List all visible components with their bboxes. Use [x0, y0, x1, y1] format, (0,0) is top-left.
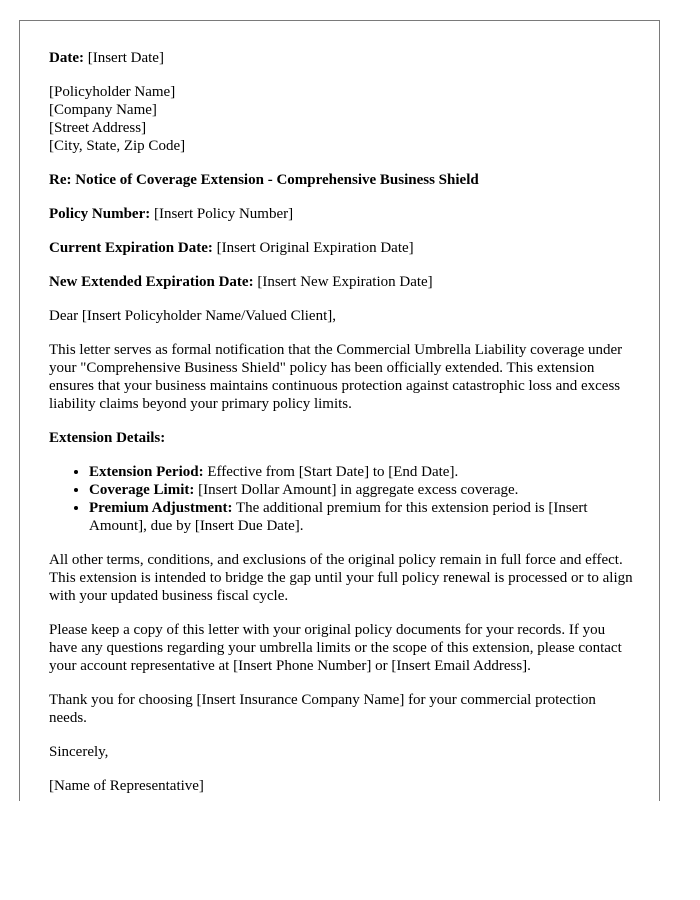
subject-line	[49, 171, 635, 189]
new-expiration-label: New Extended Expiration Date:	[49, 274, 254, 290]
date-value: [Insert Date]	[83, 50, 164, 66]
new-expiration-value: [Insert New Expiration Date]	[253, 274, 433, 290]
extension-details-heading-text: Extension Details:	[49, 430, 166, 446]
signature-name: [Name of Representative]	[49, 778, 204, 794]
list-item-extension-period	[89, 463, 635, 481]
extension-period-label: Extension Period:	[89, 464, 204, 480]
thanks-paragraph: Thank you for choosing [Insert Insurance Company Name] for your commercial protection needs.	[49, 692, 596, 726]
date-label: Date:	[49, 50, 84, 66]
closing: Sincerely,	[49, 744, 109, 760]
recipient-company: [Company Name]	[49, 102, 157, 118]
current-expiration-value: [Insert Original Expiration Date]	[212, 240, 414, 256]
subject-text: Re: Notice of Coverage Extension - Comprehensive Business Shield	[49, 172, 479, 188]
extension-period-text: Effective from [Start Date] to [End Date].	[203, 464, 459, 480]
premium-adjustment-text: The additional premium for this extension period is [Insert Amount], due by [Insert Due Date].	[89, 500, 588, 534]
letter-body	[49, 49, 635, 801]
letter-page	[19, 20, 660, 801]
contact-paragraph: Please keep a copy of this letter with your original policy documents for your records. If you have any questions regarding your umbrella limits or the scope of this extension, please contact your account representative at [Insert Phone Number] or [Insert Email Address].	[49, 622, 622, 674]
list-item-coverage-limit	[89, 481, 635, 499]
policy-number-line	[49, 205, 635, 223]
current-expiration-label: Current Expiration Date:	[49, 240, 213, 256]
new-expiration-line	[49, 273, 635, 291]
premium-adjustment-label: Premium Adjustment:	[89, 500, 233, 516]
coverage-limit-text: [Insert Dollar Amount] in aggregate excess coverage.	[194, 482, 519, 498]
recipient-address	[49, 83, 635, 155]
policy-number-value: [Insert Policy Number]	[150, 206, 294, 222]
intro-paragraph: This letter serves as formal notification that the Commercial Umbrella Liability coverage under your "Comprehensive Business Shield" policy has been officially extended. This extension ensures that your business maintains continuous protection against catastrophic loss and excess liability claims beyond your primary policy limits.	[49, 342, 623, 412]
coverage-limit-label: Coverage Limit:	[89, 482, 195, 498]
date-line	[49, 49, 635, 67]
policy-number-label: Policy Number:	[49, 206, 151, 222]
salutation: Dear [Insert Policyholder Name/Valued Client],	[49, 308, 336, 324]
recipient-city: [City, State, Zip Code]	[49, 138, 186, 154]
recipient-street: [Street Address]	[49, 120, 147, 136]
list-item-premium-adjustment	[89, 499, 635, 535]
recipient-name: [Policyholder Name]	[49, 84, 176, 100]
current-expiration-line	[49, 239, 635, 257]
extension-details-list	[49, 463, 635, 535]
extension-details-heading	[49, 429, 635, 447]
terms-paragraph: All other terms, conditions, and exclusions of the original policy remain in full force and effect. This extension is intended to bridge the gap until your full policy renewal is processed or to align with your updated business fiscal cycle.	[49, 552, 633, 604]
